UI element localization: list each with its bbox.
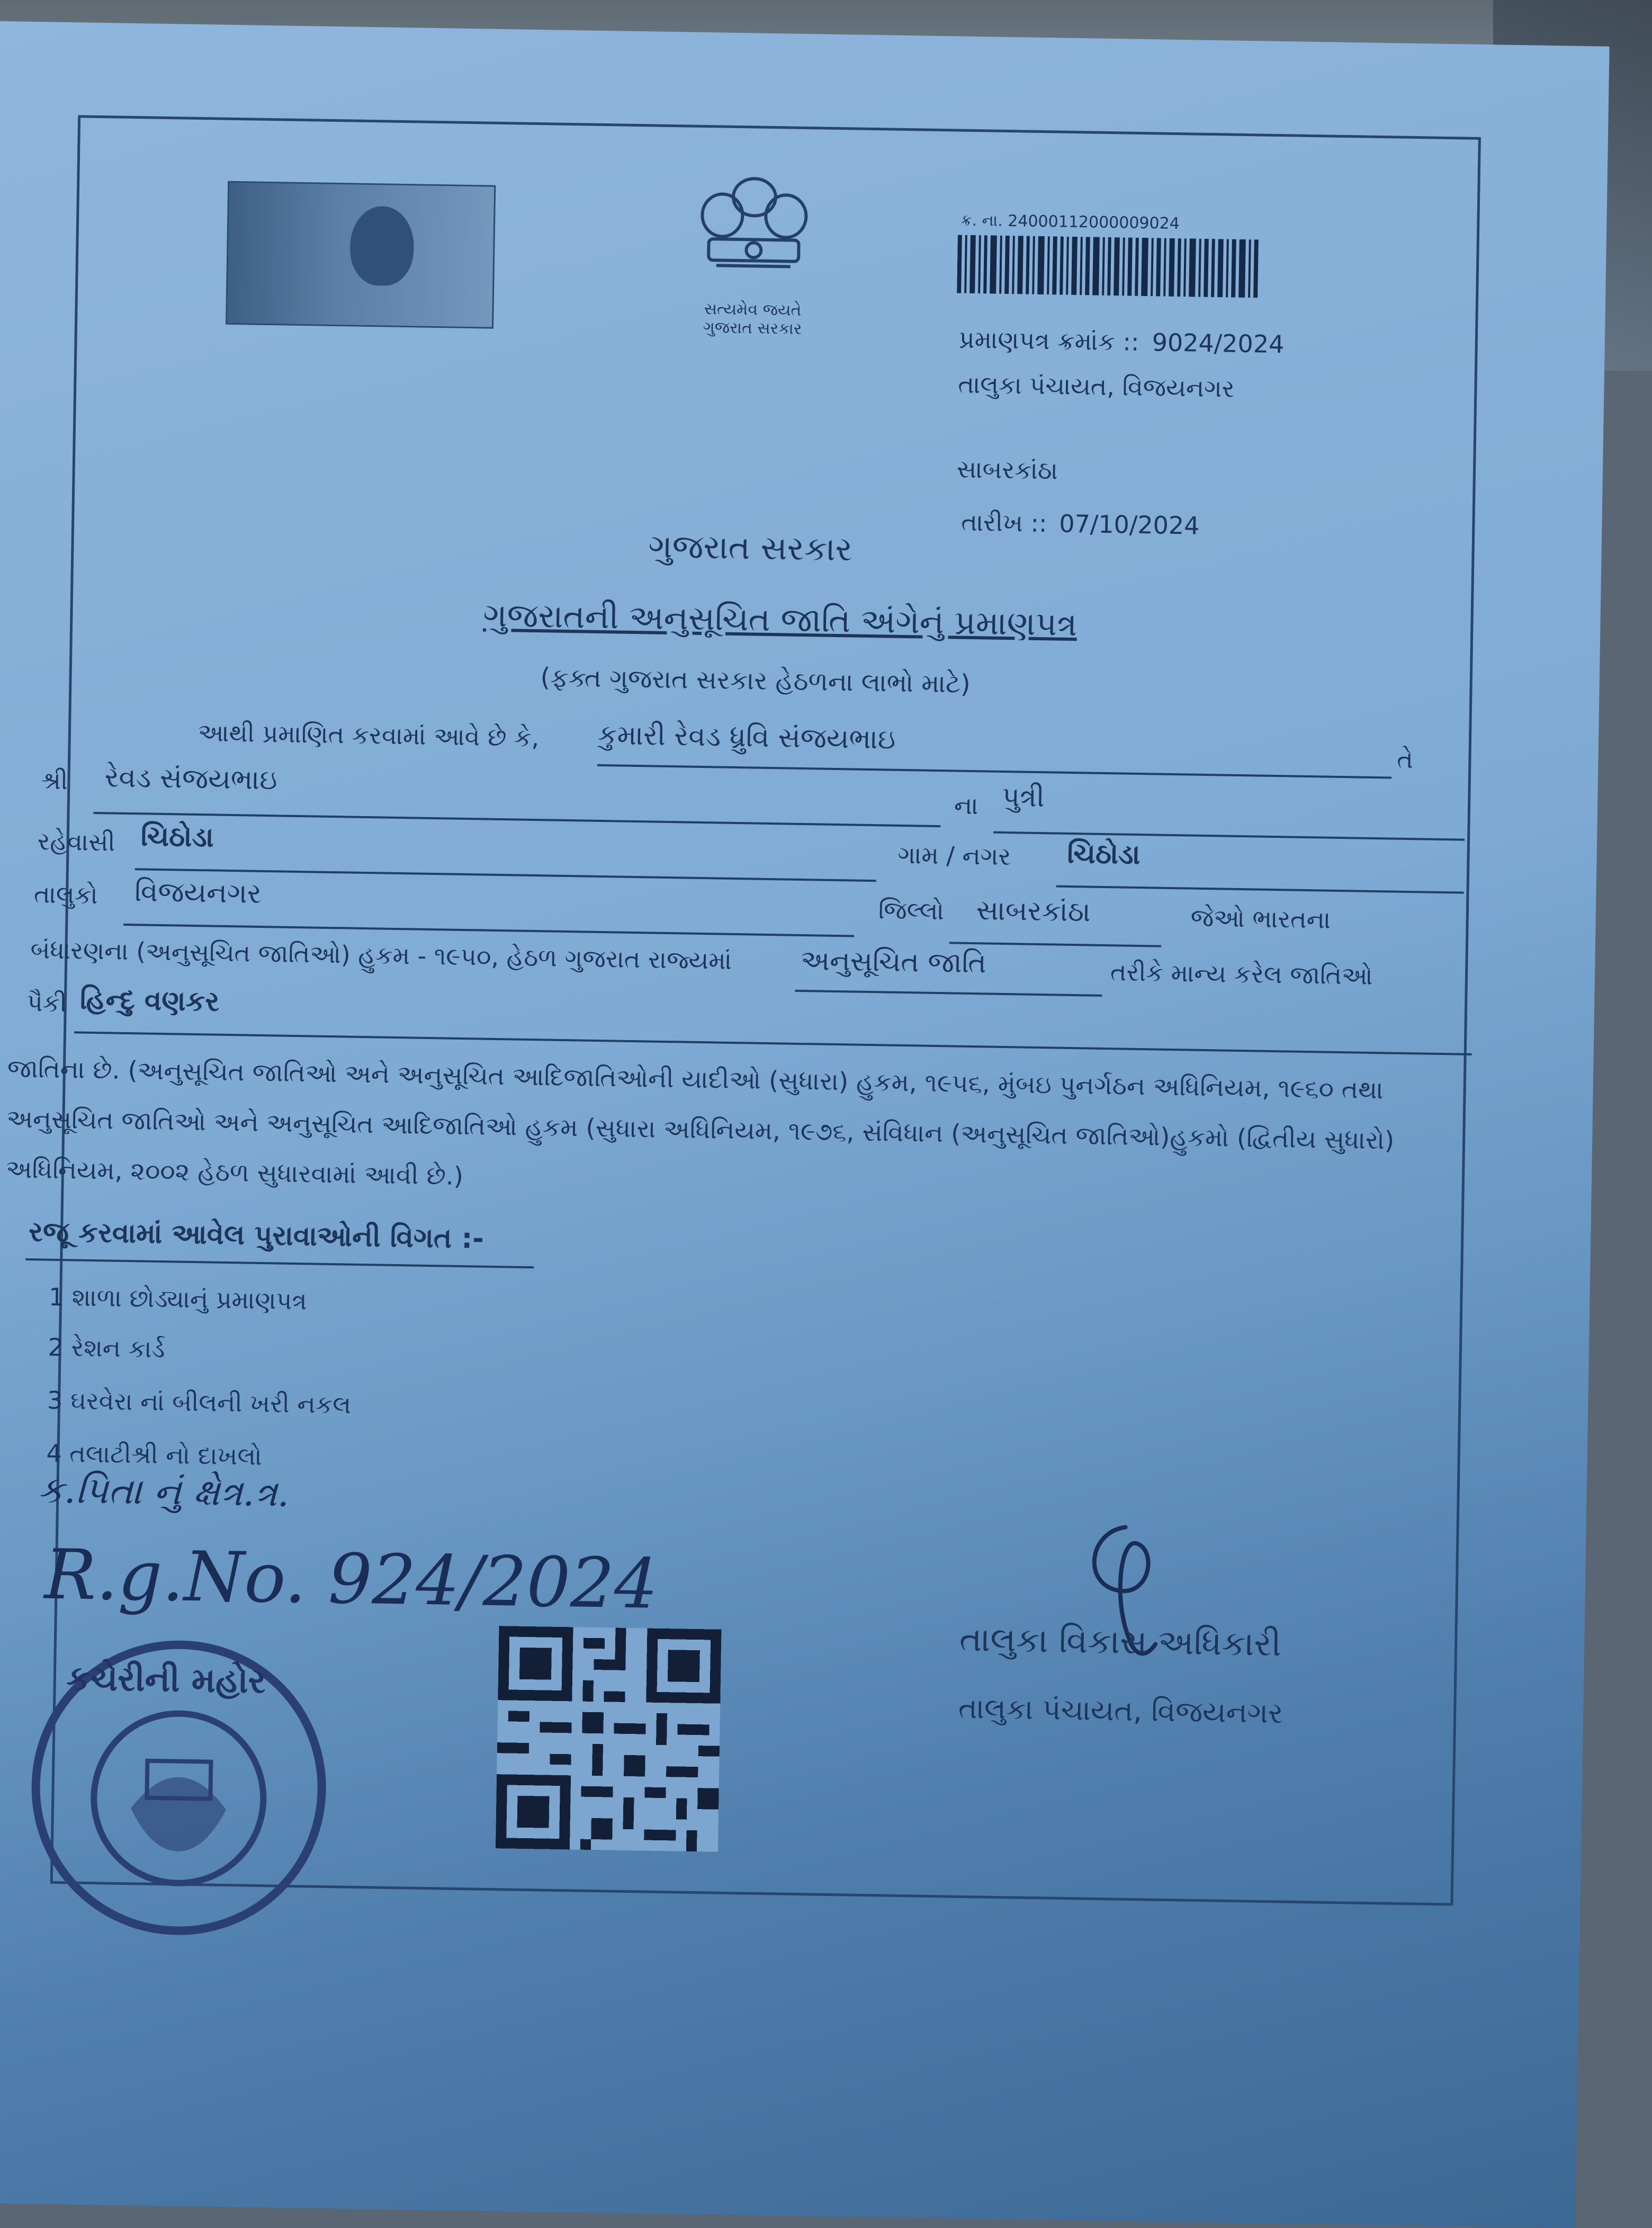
category-value: અનુસૂચિત જાતિ [800,944,987,980]
evidence-item: 4 તલાટીશ્રી નો દાખલો [46,1438,263,1471]
legal-paragraph-line-3: અધિનિયમ, ૨૦૦૨ હેઠળ સુધારવામાં આવી છે.) [5,1155,464,1192]
applicant-name: કુમારી રેવડ ધ્રુવિ સંજયભાઇ [597,719,896,756]
issue-date: 07/10/2024 [1058,509,1200,540]
certificate-title: ગુજરાતની અનુસૂચિત જાતિ અંગેનું પ્રમાણપત્ર [482,595,1078,644]
village-value: ચિઠોડા [1067,837,1141,871]
father-name: રેવડ સંજયભાઇ [104,762,278,797]
date-label: તારીખ :: [960,507,1047,538]
emblem-caption-1: સત્યમેવ જયતે [704,299,802,320]
legal-paragraph-line-1: જાતિના છે. (અનુસૂચિત જાતિઓ અને અનુસૂચિત આદિજાતિઓની યાદીઓ (સુધારા) હુકમ, ૧૯૫૬, મુંબઇ પુનર્ગઠન અધિનિયમ, ૧૯૬૦ તથા [7,1054,1384,1105]
officer-office: તાલુકા પંચાયત, વિજયનગર [958,1691,1283,1730]
applicant-photo [226,181,496,329]
see-india-label: જેઓ ભારતના [1190,903,1331,934]
legal-paragraph-line-2: અનુસૂચિત જાતિઓ અને અનુસૂચિત આદિજાતિઓ હુકમ (સુધારા અધિનિયમ, ૧૯૭૬, સંવિધાન (અનુસૂચિત જાતિઓ)હુકમો (દ્વિતીય સુધારો) [6,1104,1395,1156]
resident-label: રહેવાસી [37,827,115,857]
cert-no-label: પ્રમાણપત્ર ક્રમાંક :: [958,325,1139,356]
handwritten-note: ક.પિતા નું ક્ષેત્ર.ત્ર. [37,1468,290,1515]
constitution-text: બંધારણના (અનુસૂચિત જાતિઓ) હુકમ - ૧૯૫૦, હેઠળ ગુજરાત રાજ્યમાં [30,935,732,975]
certificate-subtitle: (ફક્ત ગુજરાત સરકાર હેઠળના લાભો માટે) [540,663,971,699]
district-value: સાબરકાંઠા [976,894,1091,928]
resident-value: ચિઠોડા [140,820,214,854]
na-label: ના [954,791,978,820]
caste-value: હિન્દુ વણકર [79,983,220,1018]
barcode-icon [957,235,1260,298]
certify-label: આથી પ્રમાણિત કરવામાં આવે છે કે, [197,718,540,753]
certificate-paper [0,21,1610,2228]
te-label: તે [1397,745,1414,774]
office-line-2: સાબરકાંઠા [956,454,1058,485]
relation: પુત્રી [1001,781,1045,814]
barcode-label: ક્ર. ના. 24000112000009024 [960,211,1180,234]
office-line-1: તાલુકા પંચાયત, વિજયનગર [958,370,1235,403]
district-label: જિલ્લો [878,896,945,926]
emblem-caption-2: ગુજરાત સરકાર [703,318,802,338]
taluka-label: તાલુકો [33,880,98,910]
photo-face [349,205,414,286]
among-label: પૈકી [26,988,67,1018]
recognized-text: તરીકે માન્ય કરેલ જાતિઓ [1110,958,1373,990]
taluka-value: વિજયનગર [134,876,262,910]
seal-text: કચેરીની મહોર [66,1659,266,1702]
shri-label: શ્રી [41,766,68,795]
cert-no: 9024/2024 [1152,328,1285,359]
evidence-item: 1 શાળા છોડ્યાનું પ્રમાણપત્ર [48,1282,308,1316]
handwritten-registration: R.g.No. 924/2024 [43,1534,659,1624]
officer-title: તાલુકા વિકાસ અધિકારી [959,1619,1282,1665]
qr-code-icon [496,1621,722,1857]
village-label: ગામ / નગર [897,840,1011,871]
evidence-item: 3 ઘરવેરા નાં બીલની ખરી નકલ [47,1385,352,1419]
evidence-heading: રજૂ કરવામાં આવેલ પુરાવાઓની વિગત :- [28,1216,484,1255]
government-title: ગુજરાત સરકાર [648,526,853,569]
evidence-item: 2 રેશન કાર્ડ [48,1332,166,1364]
